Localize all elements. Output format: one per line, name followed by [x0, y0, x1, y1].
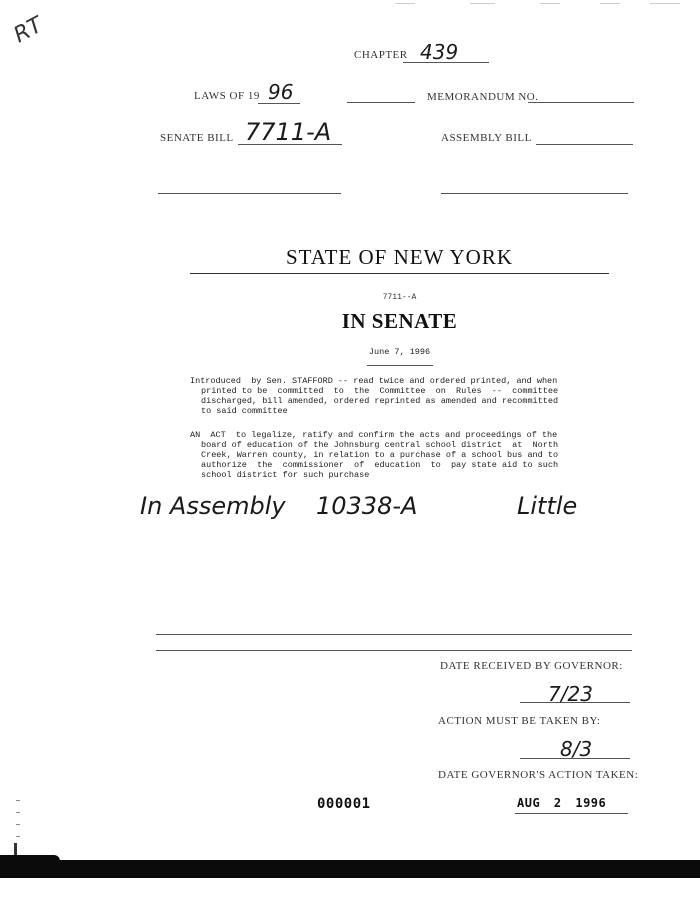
date-received-underline	[520, 702, 630, 703]
action-deadline-label: ACTION MUST BE TAKEN BY:	[438, 715, 601, 727]
bottom-scan-edge	[0, 855, 60, 861]
introduced-date: June 7, 1996	[368, 347, 431, 357]
bill-reference: 7711--A	[382, 293, 417, 302]
act-line: AN ACT to legalize, ratify and confirm the acts and proceedings of the	[190, 430, 558, 440]
scan-mark	[540, 3, 560, 4]
divider-rule-top	[156, 634, 632, 635]
scan-mark	[395, 3, 415, 4]
scan-mark	[16, 824, 20, 825]
action-taken-underline	[515, 813, 628, 814]
chapter-label: CHAPTER	[354, 49, 408, 61]
memorandum-label: MEMORANDUM NO.	[427, 91, 539, 103]
scan-mark	[600, 3, 620, 4]
assembly-bill-label: ASSEMBLY BILL	[441, 132, 532, 144]
action-taken-stamp: AUG 2 1996	[517, 796, 607, 810]
date-received-label: DATE RECEIVED BY GOVERNOR:	[440, 660, 623, 672]
chapter-number: 439	[420, 40, 459, 64]
act-line: school district for such purchase	[201, 470, 370, 480]
act-paragraph	[190, 430, 620, 480]
introduced-line: discharged, bill amended, ordered reprinted as amended and recommitted	[201, 396, 559, 406]
blank-line-left	[158, 193, 341, 194]
senate-bill-label: SENATE BILL	[160, 132, 234, 144]
corner-initials: RT	[9, 12, 47, 49]
bottom-scan-bar	[0, 860, 700, 878]
blank-line-right	[441, 193, 628, 194]
date-rule	[367, 365, 433, 366]
introduced-line: to said committee	[201, 406, 288, 416]
memorandum-underline	[528, 102, 634, 103]
scan-mark	[16, 812, 20, 813]
handwritten-in-assembly: In Assembly	[140, 492, 286, 520]
introduced-line: Introduced by Sen. STAFFORD -- read twice and ordered printed, and when	[190, 376, 558, 386]
act-line: board of education of the Johnsburg central school district at North	[201, 440, 559, 450]
divider-rule-bottom	[156, 650, 632, 651]
state-title: STATE OF NEW YORK	[285, 245, 514, 269]
action-taken-label: DATE GOVERNOR'S ACTION TAKEN:	[438, 769, 639, 781]
scan-mark	[16, 800, 20, 801]
date-received-value: 7/23	[548, 682, 593, 706]
chamber-title: IN SENATE	[341, 309, 458, 333]
handwritten-sponsor: Little	[517, 492, 578, 520]
senate-bill-number: 7711-A	[245, 118, 332, 146]
memorandum-left-line	[347, 102, 415, 103]
act-line: authorize the commissioner of education to pay state aid to such	[201, 460, 559, 470]
introduced-line: printed to be committed to the Committee on Rules -- committee	[201, 386, 559, 396]
action-deadline-value: 8/3	[560, 737, 593, 761]
scan-mark	[650, 3, 680, 4]
scan-mark	[470, 3, 495, 4]
handwritten-assembly-number: 10338-A	[316, 492, 418, 520]
page-number: 000001	[317, 796, 371, 812]
state-title-rule	[190, 273, 609, 274]
action-deadline-underline	[520, 758, 630, 759]
act-line: Creek, Warren county, in relation to a purchase of a school bus and to	[201, 450, 559, 460]
laws-year: 96	[268, 80, 294, 104]
laws-label: LAWS OF 19	[194, 90, 260, 102]
introduced-paragraph	[190, 376, 620, 416]
scan-mark	[16, 836, 20, 837]
assembly-bill-underline	[536, 144, 633, 145]
